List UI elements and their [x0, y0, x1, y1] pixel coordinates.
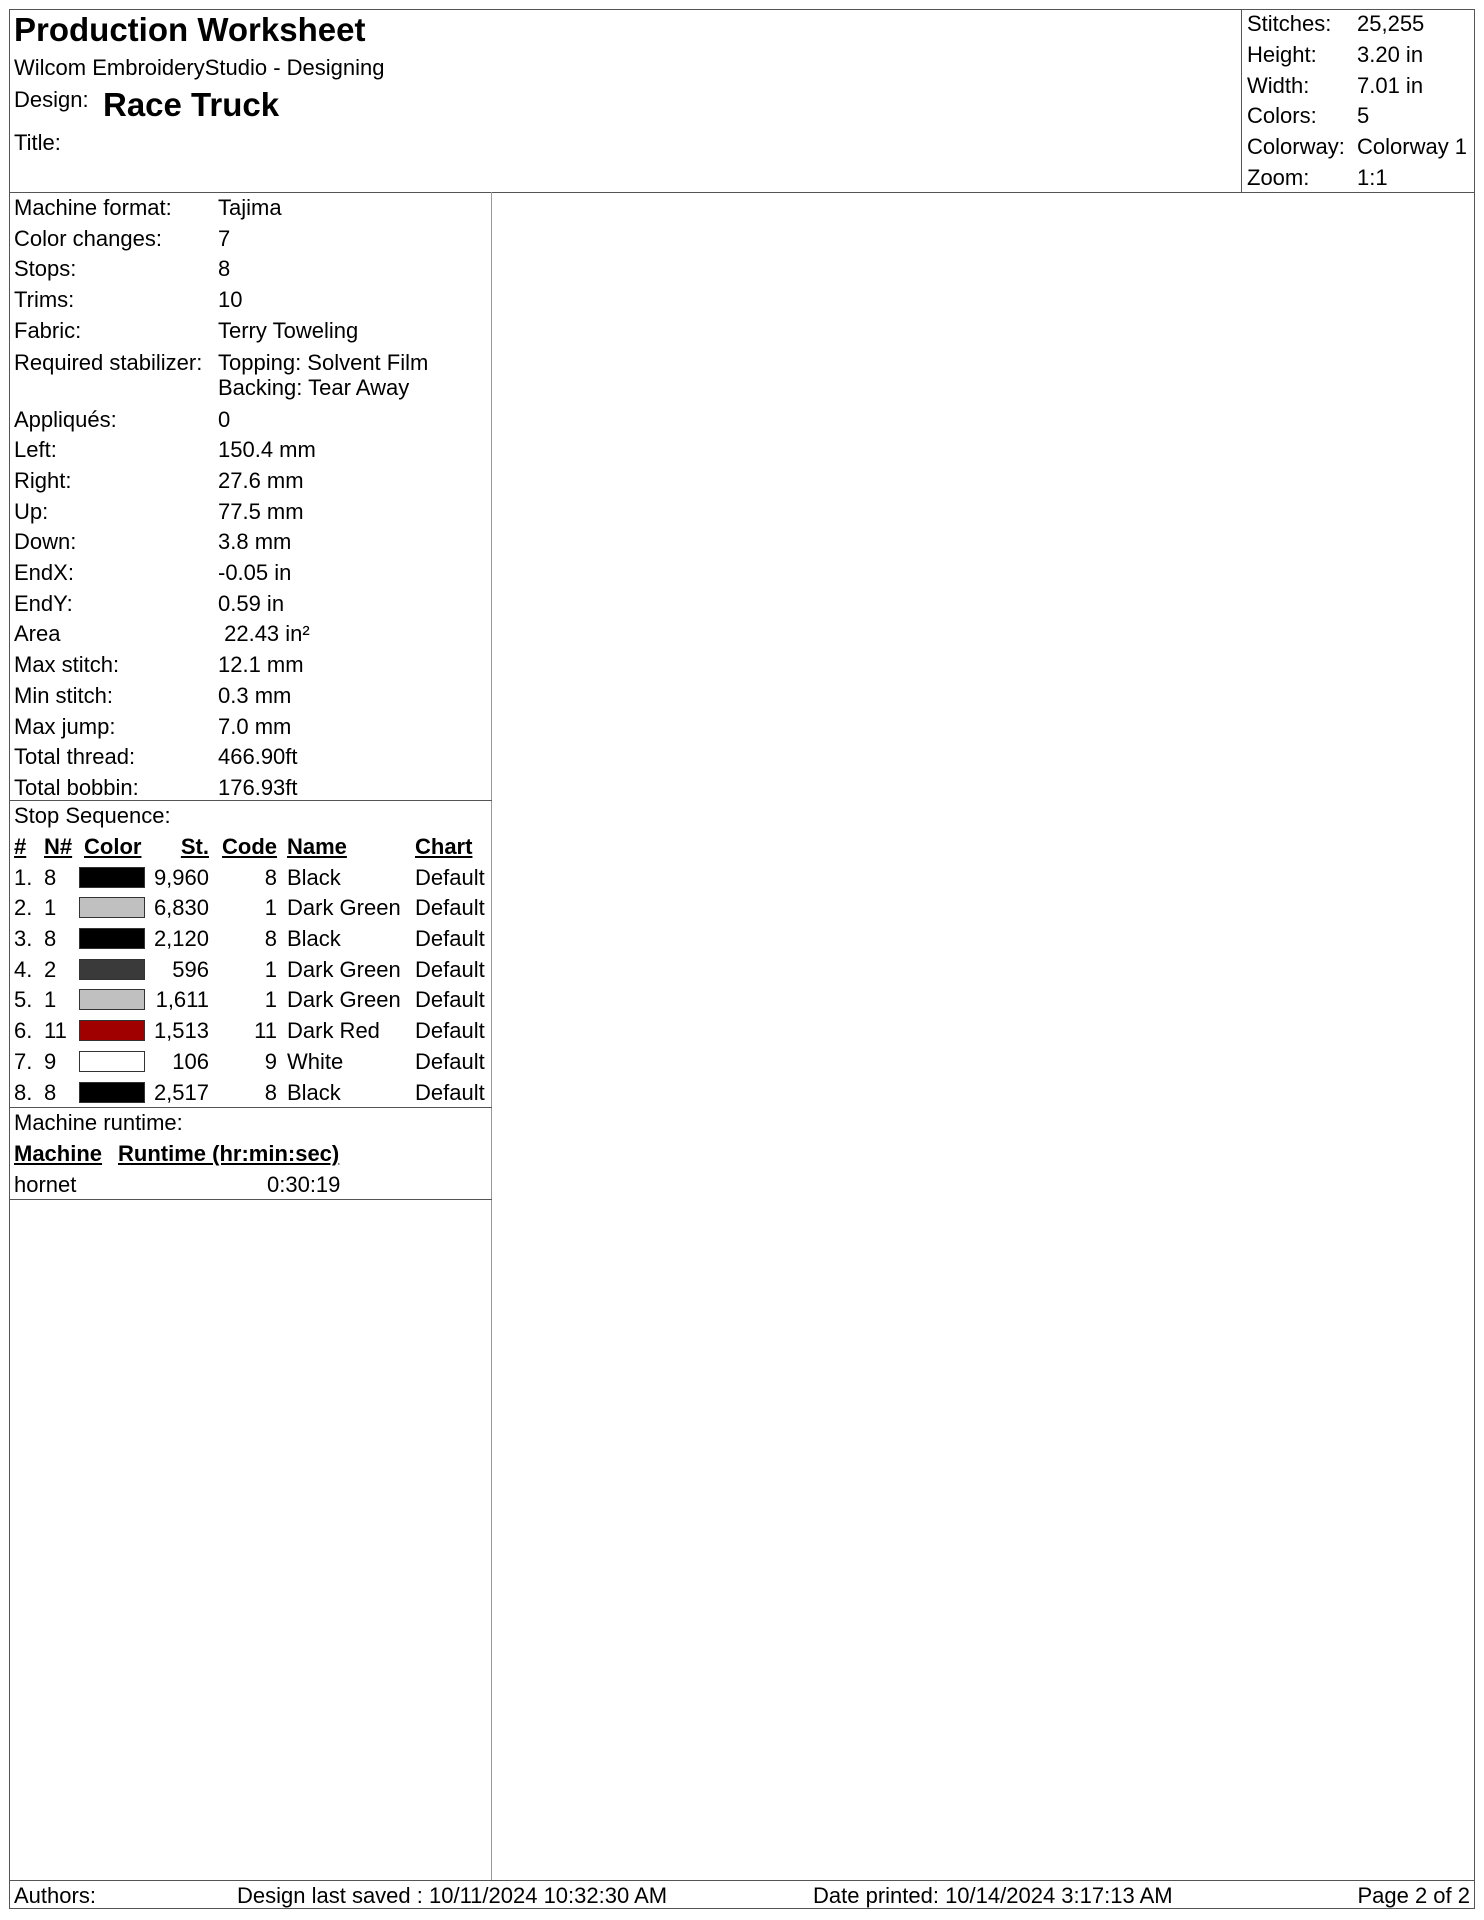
- runtime-col-machine: Machine: [14, 1141, 103, 1166]
- design-stats-panel: [1241, 9, 1475, 193]
- stop-number: 3.: [14, 926, 33, 952]
- info-fabric: Fabric: Terry Toweling: [14, 317, 359, 343]
- thread-chart: Default: [415, 895, 485, 921]
- info-appliques: Appliqués: 0: [14, 406, 231, 432]
- table-header-row: # N# Color St. Code Name Chart: [14, 834, 473, 859]
- stitch-count: 106: [172, 1048, 209, 1074]
- footer-page-number: Page 2 of 2: [1357, 1883, 1470, 1908]
- footer-last-saved: Design last saved : 10/11/2024 10:32:30 AM: [237, 1883, 668, 1908]
- needle-number: 1: [44, 987, 57, 1013]
- section-divider: [9, 1199, 492, 1200]
- thread-name: Black: [287, 926, 341, 952]
- info-total-thread: Total thread: 466.90ft: [14, 744, 298, 770]
- thread-chart: Default: [415, 1018, 485, 1044]
- thread-name: Black: [287, 864, 341, 890]
- info-endx: EndX: -0.05 in: [14, 560, 292, 586]
- color-swatch: [79, 1082, 145, 1103]
- stop-number: 5.: [14, 987, 33, 1013]
- runtime-col-runtime: Runtime (hr:min:sec): [118, 1141, 340, 1166]
- table-row: [9, 923, 491, 954]
- color-swatch: [79, 897, 145, 918]
- stitch-count: 9,960: [153, 864, 209, 890]
- machine-info-list: [9, 193, 491, 804]
- stitch-count: 1,611: [155, 987, 209, 1013]
- thread-code: 8: [264, 926, 277, 952]
- footer-authors: Authors:: [14, 1883, 96, 1908]
- needle-number: 8: [44, 864, 57, 890]
- needle-number: 8: [44, 926, 57, 952]
- stat-zoom: Zoom: 1:1: [1247, 165, 1388, 190]
- stop-sequence-title: Stop Sequence:: [14, 803, 171, 828]
- info-required-stabilizer: Required stabilizer: Topping: Solvent Film Backing: Tear Away: [14, 349, 429, 400]
- color-swatch: [79, 989, 145, 1010]
- thread-chart: Default: [415, 926, 485, 952]
- thread-code: 1: [264, 987, 277, 1013]
- column-divider: [491, 192, 492, 1881]
- thread-name: Dark Green: [287, 956, 401, 982]
- info-min-stitch: Min stitch: 0.3 mm: [14, 682, 292, 708]
- stat-height: Height: 3.20 in: [1247, 42, 1424, 67]
- color-swatch: [79, 928, 145, 949]
- design-label: Design:: [14, 87, 89, 112]
- info-machine-format: Machine format: Tajima: [14, 195, 282, 220]
- thread-name: Dark Green: [287, 895, 401, 921]
- needle-number: 9: [44, 1048, 57, 1074]
- title-label: Title:: [14, 130, 61, 155]
- stop-number: 2.: [14, 895, 33, 921]
- table-row: [9, 1077, 491, 1108]
- color-swatch: [79, 867, 145, 888]
- table-row: [9, 862, 491, 893]
- stop-number: 7.: [14, 1048, 33, 1074]
- color-swatch: [79, 959, 145, 980]
- stop-number: 4.: [14, 956, 33, 982]
- design-name: Race Truck: [103, 86, 280, 123]
- stitch-count: 2,120: [153, 926, 209, 952]
- info-color-changes: Color changes: 7: [14, 225, 231, 251]
- table-row: [9, 984, 491, 1015]
- stat-colors: Colors: 5: [1247, 103, 1370, 128]
- stop-number: 6.: [14, 1018, 33, 1044]
- thread-chart: Default: [415, 1048, 485, 1074]
- needle-number: 11: [44, 1018, 67, 1044]
- table-row: [9, 954, 491, 985]
- info-right: Right: 27.6 mm: [14, 467, 304, 493]
- application-subtitle: Wilcom EmbroideryStudio - Designing: [14, 55, 385, 80]
- stop-number: 8.: [14, 1079, 33, 1105]
- runtime-value: 0:30:19: [267, 1172, 341, 1197]
- stat-stitches: Stitches: 25,255: [1247, 11, 1425, 36]
- thread-code: 1: [264, 956, 277, 982]
- info-trims: Trims: 10: [14, 287, 243, 313]
- section-divider: [9, 800, 492, 801]
- info-down: Down: 3.8 mm: [14, 529, 292, 555]
- info-endy: EndY: 0.59 in: [14, 590, 285, 616]
- stat-width: Width: 7.01 in: [1247, 73, 1424, 98]
- thread-chart: Default: [415, 956, 485, 982]
- thread-name: White: [287, 1048, 344, 1074]
- footer-divider: [9, 1880, 1475, 1881]
- stitch-count: 1,513: [153, 1018, 209, 1044]
- worksheet-header: [9, 9, 1241, 193]
- thread-code: 11: [254, 1018, 277, 1044]
- color-swatch: [79, 1051, 145, 1072]
- needle-number: 2: [44, 956, 57, 982]
- stitch-count: 596: [172, 956, 209, 982]
- needle-number: 1: [44, 895, 57, 921]
- info-max-jump: Max jump: 7.0 mm: [14, 713, 292, 739]
- thread-chart: Default: [415, 864, 485, 890]
- thread-code: 9: [264, 1048, 277, 1074]
- table-row: [9, 892, 491, 923]
- thread-chart: Default: [415, 987, 485, 1013]
- table-row: [9, 1015, 491, 1046]
- table-row: [9, 1046, 491, 1077]
- thread-code: 8: [264, 1079, 277, 1105]
- thread-chart: Default: [415, 1079, 485, 1105]
- stitch-count: 6,830: [153, 895, 209, 921]
- thread-name: Dark Red: [287, 1018, 380, 1044]
- thread-name: Black: [287, 1079, 341, 1105]
- stop-sequence-table: [9, 831, 491, 1107]
- section-divider: [9, 1107, 492, 1108]
- thread-name: Dark Green: [287, 987, 401, 1013]
- info-max-stitch: Max stitch: 12.1 mm: [14, 652, 304, 678]
- page-title: Production Worksheet: [14, 11, 366, 48]
- color-swatch: [79, 1020, 145, 1041]
- runtime-machine-name: hornet: [14, 1172, 77, 1197]
- stop-number: 1.: [14, 864, 33, 890]
- info-stops: Stops: 8: [14, 256, 231, 282]
- footer-date-printed: Date printed: 10/14/2024 3:17:13 AM: [813, 1883, 1173, 1908]
- info-total-bobbin: Total bobbin: 176.93ft: [14, 774, 298, 800]
- machine-runtime-title: Machine runtime:: [14, 1110, 183, 1135]
- info-up: Up: 77.5 mm: [14, 498, 304, 524]
- stitch-count: 2,517: [153, 1079, 209, 1105]
- thread-code: 8: [264, 864, 277, 890]
- stat-colorway: Colorway: Colorway 1: [1247, 134, 1468, 159]
- info-left: Left: 150.4 mm: [14, 437, 316, 463]
- info-area: Area 22.43 in²: [14, 621, 310, 647]
- thread-code: 1: [264, 895, 277, 921]
- needle-number: 8: [44, 1079, 57, 1105]
